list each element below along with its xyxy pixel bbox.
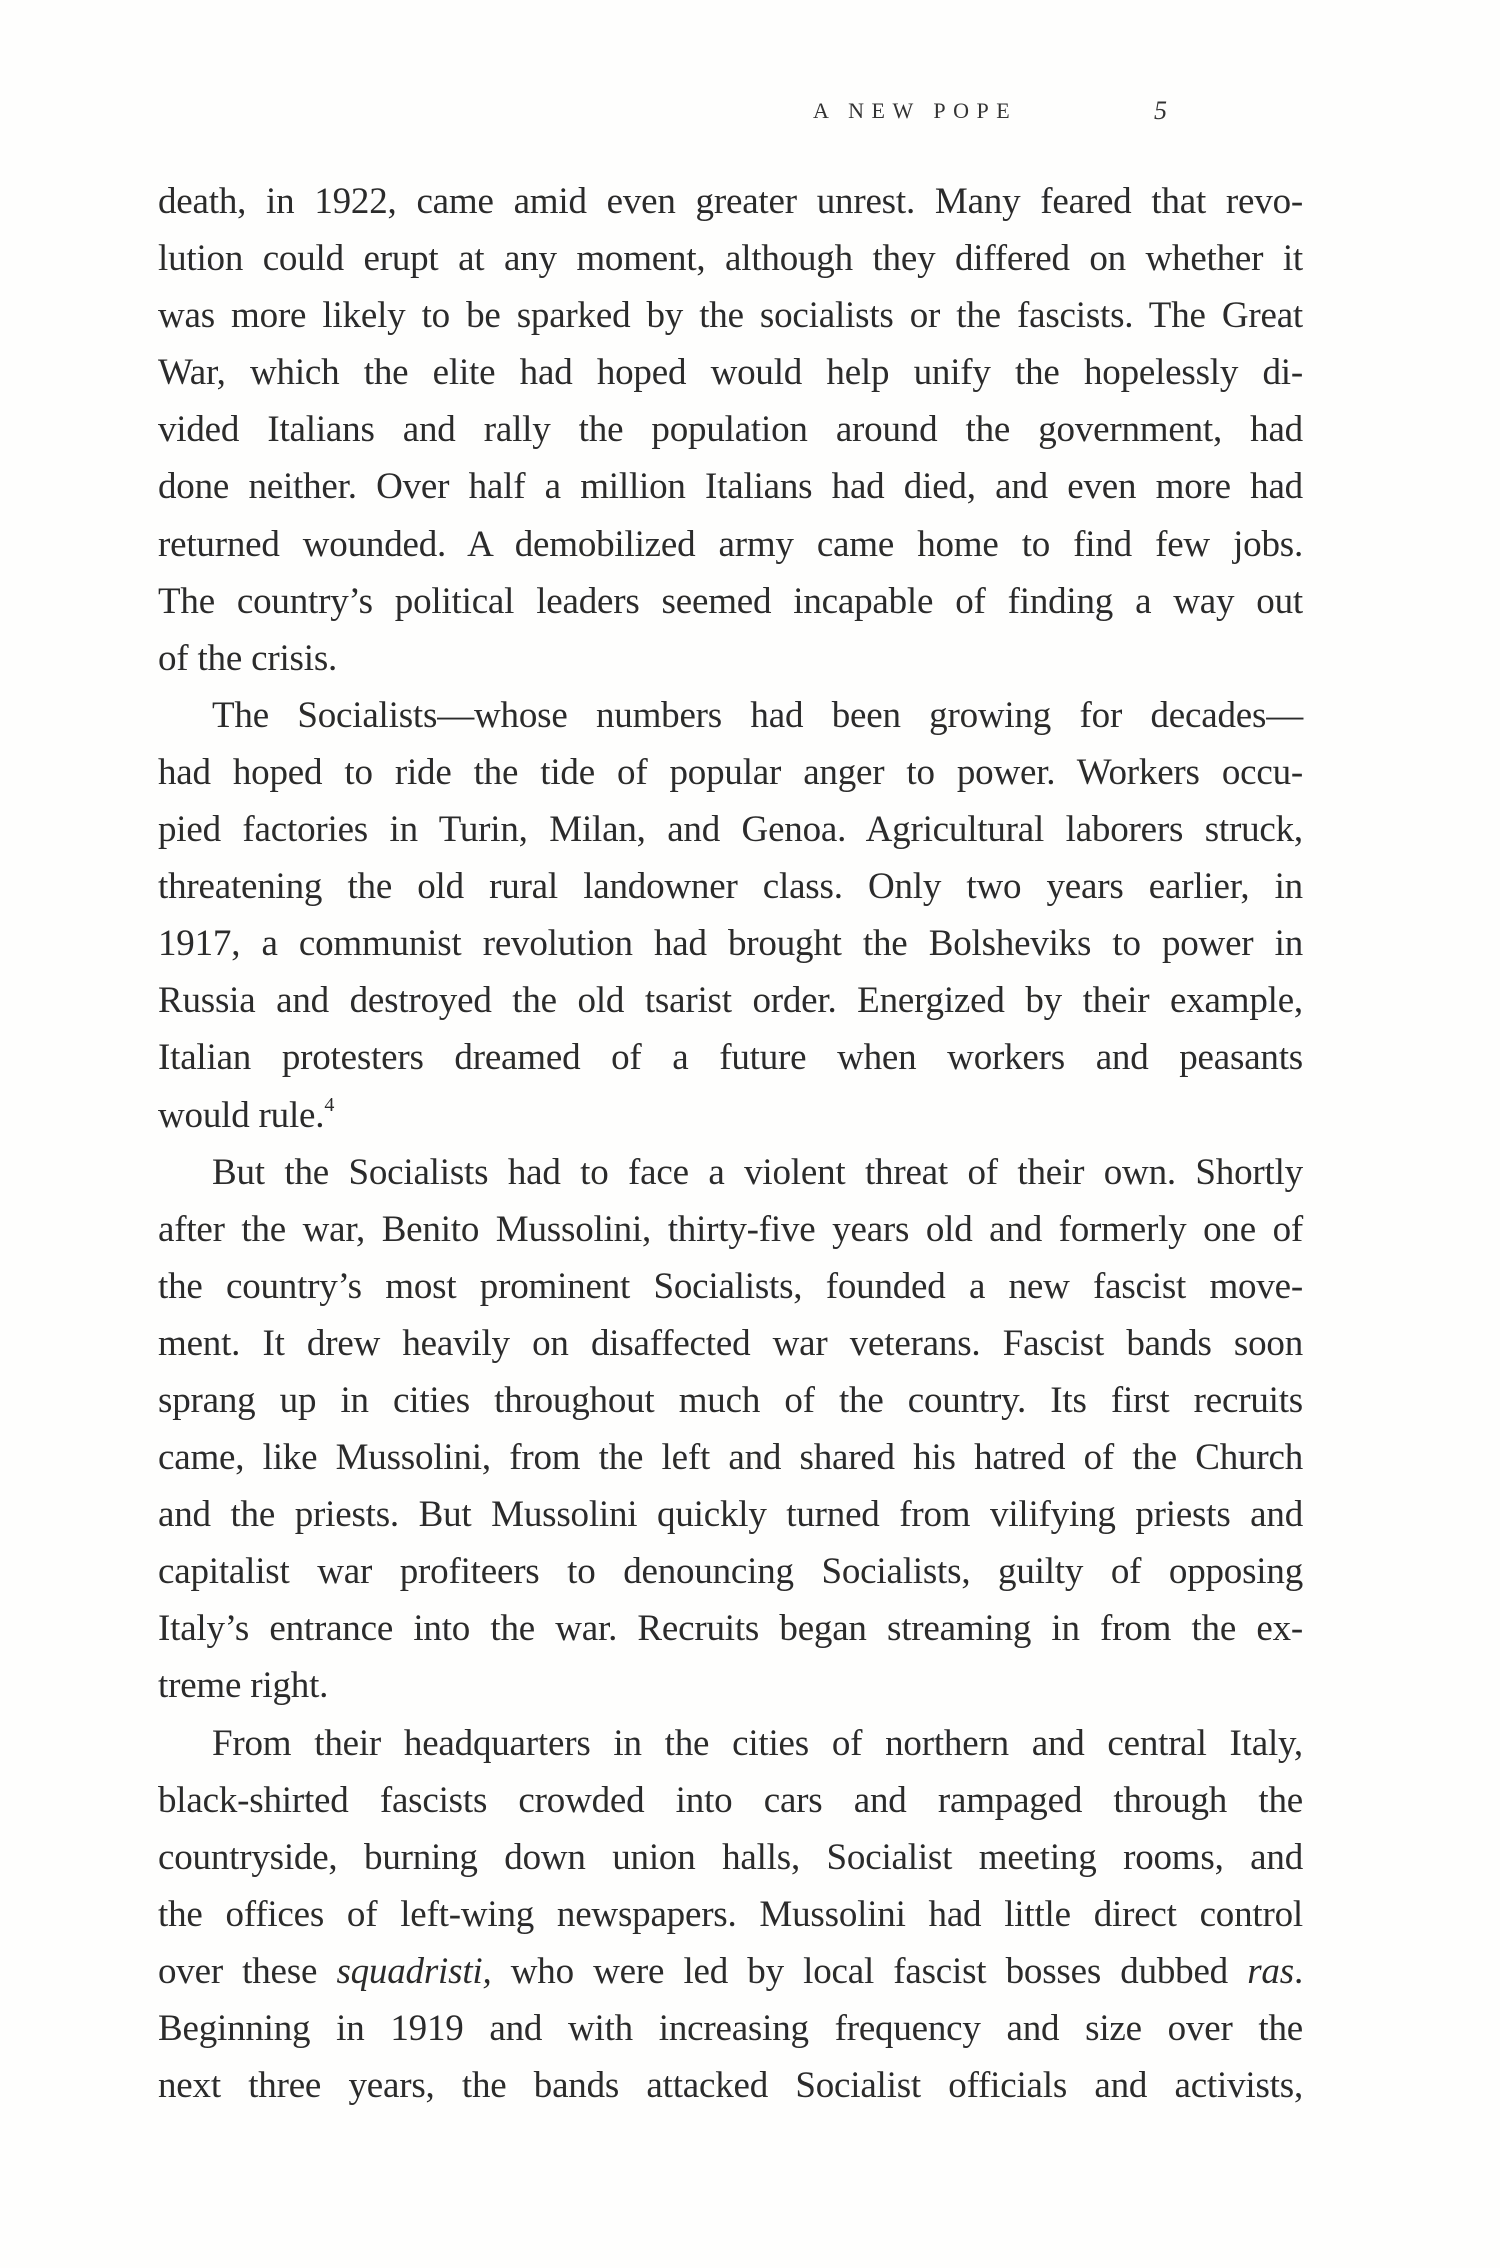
- paragraph-3: [158, 1144, 1303, 1715]
- text-line: vided Italians and rally the population around the government, had: [158, 409, 1303, 451]
- text-line: treme right.: [158, 1665, 329, 1707]
- text-line: the country’s most prominent Socialists, founded a new fascist move-: [158, 1265, 1303, 1307]
- text-line: was more likely to be sparked by the socialists or the fascists. The Great: [158, 295, 1303, 337]
- text-line: The country’s political leaders seemed incapable of finding a way out: [158, 580, 1303, 622]
- text-line: countryside, burning down union halls, Socialist meeting rooms, and: [158, 1836, 1303, 1878]
- text-line: next three years, the bands attacked Socialist officials and activists,: [158, 2065, 1303, 2107]
- text-line: after the war, Benito Mussolini, thirty-five years old and formerly one of: [158, 1208, 1303, 1250]
- footnote-reference[interactable]: 4: [324, 1093, 335, 1116]
- text-line: lution could erupt at any moment, although they differed on whether it: [158, 238, 1303, 280]
- text-line: ment. It drew heavily on disaffected war veterans. Fascist bands soon: [158, 1322, 1303, 1364]
- text-line: capitalist war profiteers to denouncing Socialists, guilty of opposing: [158, 1551, 1303, 1593]
- text-line: of the crisis.: [158, 637, 338, 679]
- italic-term-ras: ras: [1247, 1950, 1294, 1992]
- text-line-content: would rule.: [158, 1094, 325, 1136]
- paragraph-4: [158, 1715, 1303, 2115]
- text-line: and the priests. But Mussolini quickly turned from vilifying priests and: [158, 1494, 1303, 1536]
- text-line: 1917, a communist revolution had brought the Bolsheviks to power in: [158, 923, 1303, 965]
- text-line: pied factories in Turin, Milan, and Genoa. Agricultural laborers struck,: [158, 809, 1303, 851]
- text-line: had hoped to ride the tide of popular anger to power. Workers occu-: [158, 751, 1303, 793]
- text-segment: .: [1293, 1950, 1303, 1992]
- text-line: done neither. Over half a million Italians had died, and even more had: [158, 466, 1303, 508]
- body-text: [158, 173, 1303, 2114]
- running-head: [0, 98, 1500, 138]
- text-segment: who were led by local fascist bosses dubbed: [491, 1950, 1248, 1992]
- text-line: War, which the elite had hoped would help unify the hopelessly di-: [158, 352, 1303, 394]
- text-line: Beginning in 1919 and with increasing frequency and size over the: [158, 2008, 1303, 2049]
- text-line: black-shirted fascists crowded into cars and rampaged through the: [158, 1779, 1303, 1821]
- text-line: threatening the old rural landowner class. Only two years earlier, in: [158, 866, 1303, 908]
- text-line: Italian protesters dreamed of a future when workers and peasants: [158, 1037, 1303, 1079]
- text-line: came, like Mussolini, from the left and shared his hatred of the Church: [158, 1437, 1303, 1479]
- page-number: 5: [1154, 96, 1167, 125]
- text-line: From their headquarters in the cities of northern and central Italy,: [212, 1722, 1303, 1764]
- text-segment: over these: [158, 1950, 337, 1992]
- italic-term-squadristi: squadristi,: [336, 1950, 492, 1992]
- paragraph-2: [158, 687, 1303, 1144]
- text-line: Russia and destroyed the old tsarist order. Energized by their example,: [158, 980, 1303, 1022]
- text-line: The Socialists—whose numbers had been growing for decades—: [212, 694, 1303, 736]
- text-line: [158, 1087, 1303, 1144]
- paragraph-1: [158, 173, 1303, 687]
- text-line: returned wounded. A demobilized army came home to find few jobs.: [158, 523, 1303, 565]
- text-line: death, in 1922, came amid even greater unrest. Many feared that revo-: [158, 181, 1303, 222]
- running-head-title: A NEW POPE: [813, 98, 1018, 123]
- text-line: sprang up in cities throughout much of the country. Its first recruits: [158, 1379, 1303, 1421]
- text-line: Italy’s entrance into the war. Recruits began streaming in from the ex-: [158, 1608, 1303, 1650]
- text-line: the offices of left-wing newspapers. Mussolini had little direct control: [158, 1893, 1303, 1935]
- text-line: But the Socialists had to face a violent threat of their own. Shortly: [212, 1151, 1303, 1193]
- text-line: [158, 1943, 1303, 2000]
